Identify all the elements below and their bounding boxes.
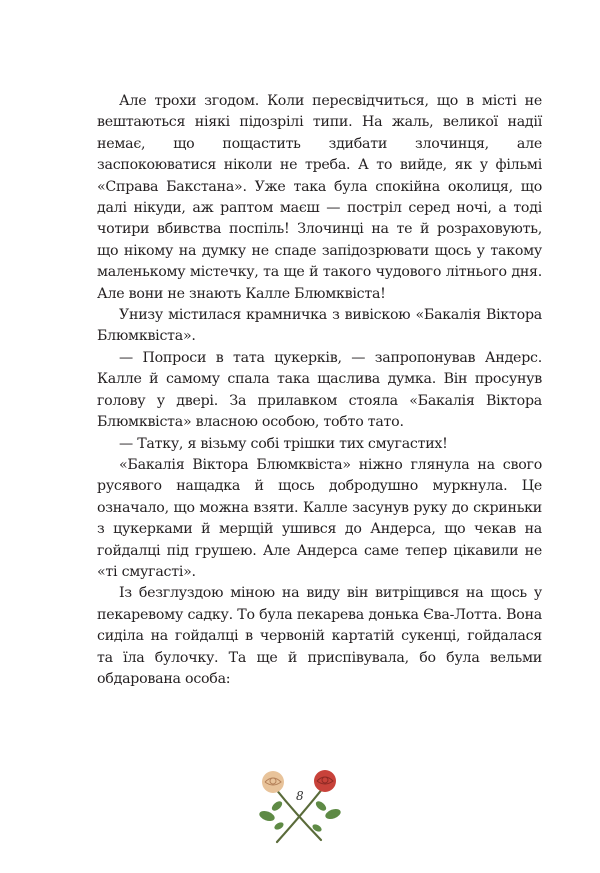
book-text <box>97 91 542 690</box>
paragraph: Із безглуздою міною на виду він витріщився на щось у пекаревому садку. То була пекарева донька Єва-Лотта. Вона сиділа на гойдалці в червоній картатій сукенці, гойдалася та їла булочку. Та ще й приспівувала, бо була вельми обдарована особа: <box>97 585 542 687</box>
paragraph: — Попроси в тата цукерків, — запропонував Андерс. Калле й самому спала така щаслива думка. Він просунув голову у двері. За прилавком стояла «Бакалія Віктора Блюмквіста» власною особою, тобто тато. <box>97 349 542 431</box>
paragraph: Але трохи згодом. Коли пересвідчиться, що в місті не вештаються ніякі підозрілі типи. На жаль, великої надії немає, що пощастить здибати злочинця, але заспокоюватися ніколи не треба. А то вийде, як у фільмі «Справа Бакстана». Уже така була спокійна околиця, що далі нікуди, аж раптом маєш — постріл серед ночі, а тоді чотири вбивства поспіль! Злочинці на те й розраховують, що нікому на думку не спаде запідозрювати щось у такому маленькому містечку, та ще й такого чудового літнього дня. Але вони не знають Калле Блюмквіста! <box>97 93 542 302</box>
paragraph: «Бакалія Віктора Блюмквіста» ніжно глянула на свого русявого нащадка й щось добродушно муркнула. Це означало, що можна взяти. Калле засунув руку до скриньки з цукерками й мерщій ушився до Андерса, що чекав на гойдалці під грушею. Але Андерса саме тепер цікавили не «ті смугасті». <box>97 456 542 580</box>
page-number: 8 <box>296 789 304 803</box>
red-rose <box>314 770 336 792</box>
roses-ornament-icon <box>255 768 345 848</box>
paragraph: — Татку, я візьму собі трішки тих смугастих! <box>119 435 448 452</box>
light-rose <box>262 771 284 793</box>
paragraph: Унизу містилася крамничка з вивіскою «Бакалія Віктора Блюмквіста». <box>97 307 542 345</box>
